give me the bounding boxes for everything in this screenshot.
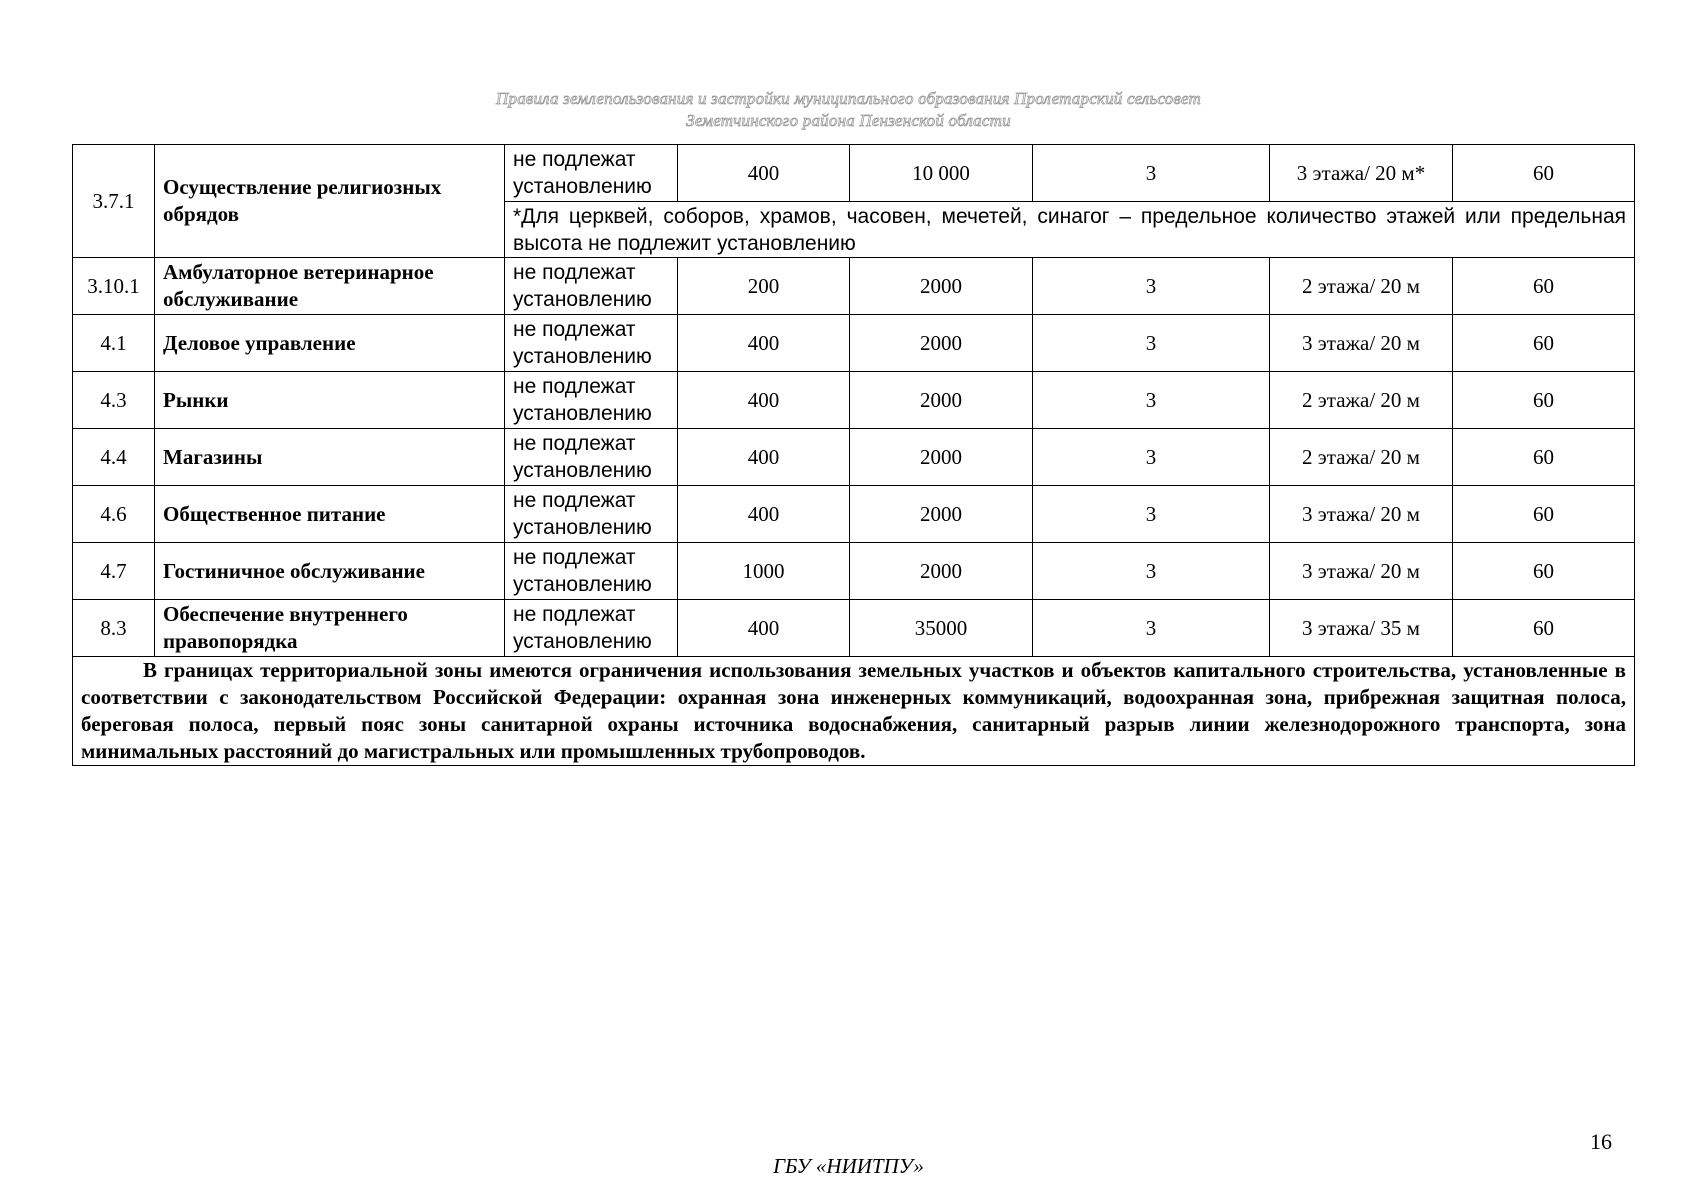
row-name: Магазины [155,429,505,486]
row-floors-height: 2 этажа/ 20 м [1270,372,1453,429]
row-name: Рынки [155,372,505,429]
row-min-area: 400 [678,315,850,372]
row-max-area: 2000 [850,315,1033,372]
row-max-area: 2000 [850,429,1033,486]
row-area-limit: не подлежат установлению [505,429,678,486]
row-setback: 3 [1033,600,1270,657]
row-code: 3.10.1 [73,258,155,315]
row-name: Гостиничное обслуживание [155,543,505,600]
row-max-area: 10 000 [850,145,1033,202]
row-code: 4.3 [73,372,155,429]
row-max-area: 2000 [850,372,1033,429]
row-floors-height: 3 этажа/ 20 м [1270,315,1453,372]
page-footer: ГБУ «НИИТПУ» [773,1154,924,1178]
row-setback: 3 [1033,258,1270,315]
row-floors-height: 3 этажа/ 35 м [1270,600,1453,657]
table-row [73,258,1635,315]
restrictions-paragraph: В границах территориальной зоны имеются ограничения использования земельных участков и объектов капитального строительства, установленные в соответствии с законодательством Российской Федерации: охранная зона инженерных коммуникаций, водоохранная зона, прибрежная защитная полоса, береговая полоса, первый пояс зоны санитарной охраны источника водоснабжения, санитарный разрыв линии железнодорожного транспорта, зона минимальных расстояний до магистральных или промышленных трубопроводов. [73,657,1635,766]
row-code: 4.7 [73,543,155,600]
row-name: Амбулаторное ветеринарное обслуживание [155,258,505,315]
row-name: Деловое управление [155,315,505,372]
row-floors-height: 2 этажа/ 20 м [1270,429,1453,486]
row-area-limit: не подлежат установлению [505,372,678,429]
table-row [73,145,1635,202]
table-row [73,315,1635,372]
row-name: Осуществление религиозных обрядов [155,145,505,258]
row-min-area: 200 [678,258,850,315]
row-setback: 3 [1033,486,1270,543]
row-max-area: 2000 [850,543,1033,600]
table-row [73,486,1635,543]
table-row [73,543,1635,600]
row-min-area: 400 [678,600,850,657]
row-setback: 3 [1033,372,1270,429]
row-floors-height: 3 этажа/ 20 м [1270,543,1453,600]
row-min-area: 400 [678,372,850,429]
row-setback: 3 [1033,429,1270,486]
row-code: 4.4 [73,429,155,486]
running-header-line-2: Земетчинского района Пензенской области [686,111,1011,130]
land-use-table [72,144,1635,766]
row-min-area: 1000 [678,543,850,600]
page-number: 16 [1590,1129,1612,1154]
row-area-limit: не подлежат установлению [505,315,678,372]
row-area-limit: не подлежат установлению [505,258,678,315]
row-code: 3.7.1 [73,145,155,258]
row-coverage: 60 [1453,429,1635,486]
row-code: 8.3 [73,600,155,657]
row-max-area: 2000 [850,486,1033,543]
running-header-line-1: Правила землепользования и застройки муниципального образования Пролетарский сельсовет [496,89,1201,108]
row-coverage: 60 [1453,486,1635,543]
row-coverage: 60 [1453,600,1635,657]
row-setback: 3 [1033,315,1270,372]
running-header [0,88,1697,132]
row-setback: 3 [1033,543,1270,600]
row-coverage: 60 [1453,315,1635,372]
table-row [73,372,1635,429]
row-max-area: 2000 [850,258,1033,315]
row-coverage: 60 [1453,258,1635,315]
row-floors-height: 2 этажа/ 20 м [1270,258,1453,315]
row-area-limit: не подлежат установлению [505,600,678,657]
row-max-area: 35000 [850,600,1033,657]
row-name: Общественное питание [155,486,505,543]
table-row [73,429,1635,486]
row-coverage: 60 [1453,145,1635,202]
row-floors-height: 3 этажа/ 20 м [1270,486,1453,543]
row-name: Обеспечение внутреннего правопорядка [155,600,505,657]
row-coverage: 60 [1453,372,1635,429]
row-min-area: 400 [678,486,850,543]
row-area-limit: не подлежат установлению [505,145,678,202]
row-note: *Для церквей, соборов, храмов, часовен, мечетей, синагог – предельное количество этажей или предельная высота не подлежит установлению [505,202,1635,258]
row-area-limit: не подлежат установлению [505,543,678,600]
row-area-limit: не подлежат установлению [505,486,678,543]
row-coverage: 60 [1453,543,1635,600]
table-row [73,600,1635,657]
row-setback: 3 [1033,145,1270,202]
row-floors-height: 3 этажа/ 20 м* [1270,145,1453,202]
row-min-area: 400 [678,145,850,202]
row-code: 4.1 [73,315,155,372]
row-code: 4.6 [73,486,155,543]
table-footer-row [73,657,1635,766]
row-min-area: 400 [678,429,850,486]
